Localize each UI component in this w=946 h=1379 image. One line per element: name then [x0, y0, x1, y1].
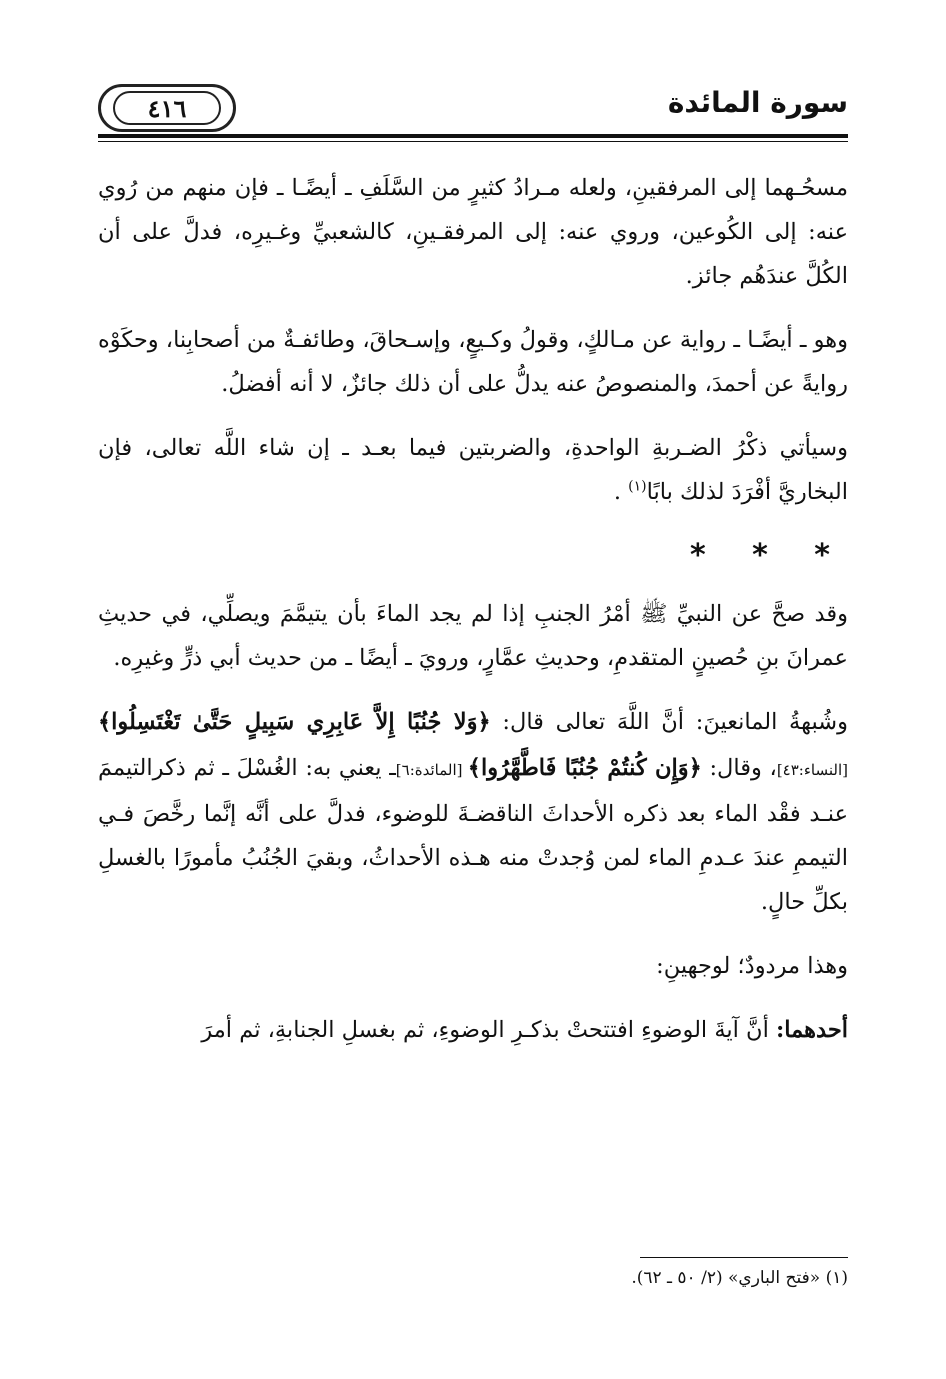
header-rule-thin [98, 141, 848, 142]
paragraph-text: ـ يعني به: الغُسْلَ ـ ثم ذكرالتيممَ عنـد فقْد الماء بعد ذكره الأحداثَ الناقضـةَ للوضوء، فدلَّ على أنَّه إنَّما رخَّصَ فـي التيممِ عندَ عـدمِ الماء لمن وُجدتْ منه هـذه الأحداثُ، وبقيَ الجُنُبُ مأمورًا بالغسلِ بكلِّ حالٍ. [98, 755, 848, 915]
paragraph: وهو ـ أيضًـا ـ رواية عن مـالكٍ، وقولُ وكـيعٍ، وإسـحاقَ، وطائفـةٌ من أصحابِنا، وحكَوْه روايةً عن أحمدَ، والمنصوصُ عنه يدلُّ على أن ذلك جائزٌ، لا أنه أفضلُ. [98, 327, 848, 397]
footnote-marker: (١) [628, 478, 647, 495]
footnote-rule [640, 1257, 848, 1258]
paragraph: مسحُـهما إلى المرفقينِ، ولعله مـرادُ كثيرٍ من السَّلَفِ ـ أيضًـا ـ فإن منهم من رُوي عنه: إلى الكُوعين، وروي عنه: إلى المرفقـينِ، كالشعبيِّ وغـيرِه، فدلَّ على أن الكُلَّ عندَهُم جائز. [98, 175, 848, 289]
page-number: ٤١٦ [113, 91, 221, 125]
quran-verse: ﴿وَلا جُنُبًا إِلاَّ عَابِرِي سَبِيلٍ حَتَّىٰ تَغْتَسِلُوا﴾ [98, 709, 491, 735]
paragraph-text: أنَّ آيةَ الوضوءِ افتتحتْ بذكـرِ الوضوءِ، ثم بغسلِ الجنابةِ، ثم أمرَ [201, 1017, 776, 1043]
paragraph-text: وسيأتي ذكْرُ الضـربةِ الواحدةِ، والضربتين فيما بعـد ـ إن شاء اللَّه تعالى، فإن البخاريَّ أفْرَدَ لذلك بابًا [98, 435, 848, 505]
verse-reference: [النساء:٤٣] [776, 761, 848, 779]
paragraph [98, 700, 848, 924]
paragraph [98, 426, 848, 514]
paragraph [98, 1008, 848, 1052]
section-separator: * * * [690, 538, 848, 573]
paragraph-text: ، وقال: [701, 755, 777, 781]
quran-verse: ﴿وَإِن كُنتُمْ جُنُبًا فَاطَّهَّرُوا﴾ [467, 755, 702, 781]
verse-reference: [المائدة:٦] [395, 761, 468, 779]
page-body [98, 166, 848, 1052]
paragraph-text: وشُبهةُ المانعينَ: أنَّ اللَّهَ تعالى قال: [490, 709, 848, 735]
footnote: (١) «فتح الباري» (٢/ ٥٠ ـ ٦٢). [631, 1268, 848, 1288]
point-label: أحدهما: [775, 1017, 848, 1043]
paragraph: وقد صحَّ عن النبيِّ ﷺ أمْرُ الجنبِ إذا لم يجد الماءَ بأن يتيمَّمَ ويصلِّي، في حديثِ عمرانَ بنِ حُصينٍ المتقدمِ، وحديثِ عمَّارٍ، ورويَ ـ أيضًا ـ من حديث أبي ذرٍّ وغيرِه. [98, 601, 848, 671]
paragraph: وهذا مردودٌ؛ لوجهينِ: [656, 953, 848, 979]
surah-title: سورة المائدة [667, 86, 848, 119]
header-rule-thick [98, 134, 848, 138]
paragraph-end: . [613, 479, 629, 505]
page-number-badge [98, 84, 236, 132]
page-header [98, 74, 848, 144]
